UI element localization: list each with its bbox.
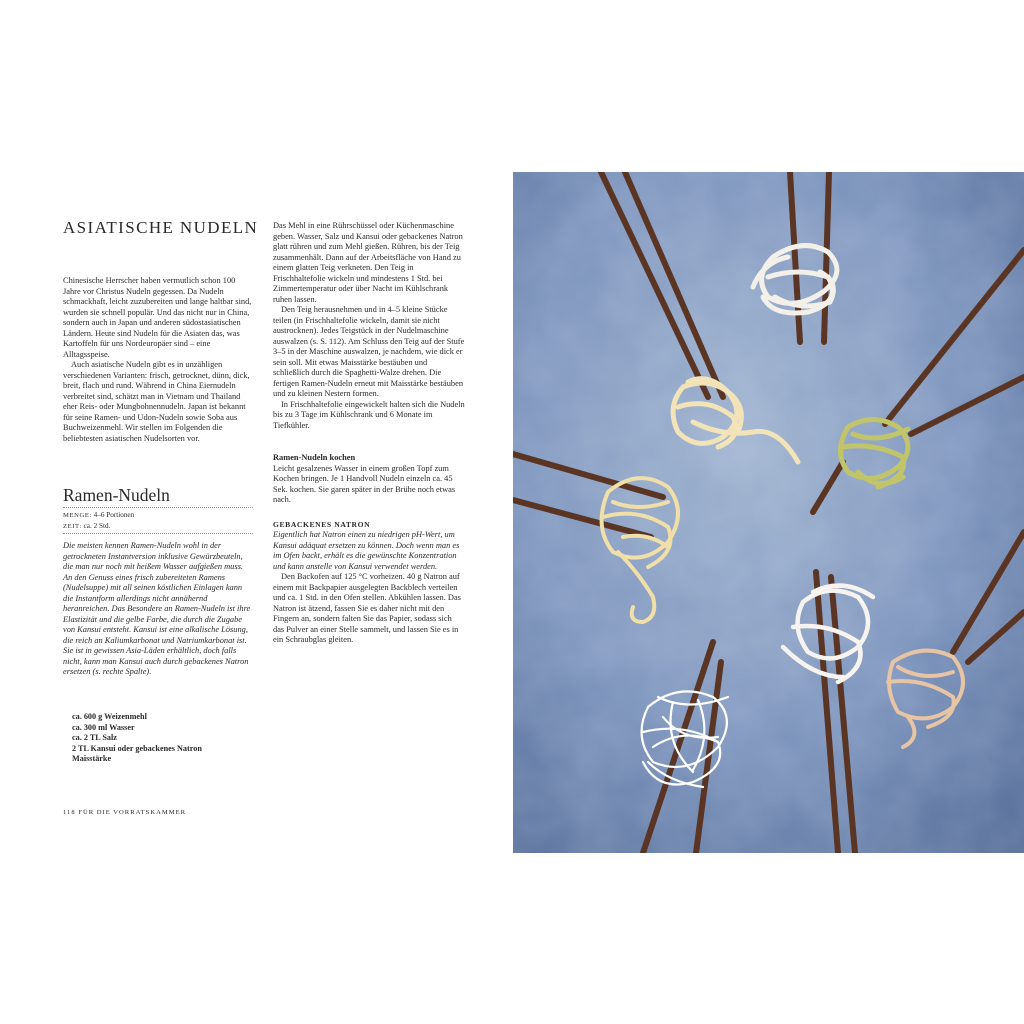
recipe-intro: Die meisten kennen Ramen-Nudeln wohl in der getrockneten Instantversion inklusive Gewürzbeuteln, die man nur noch mit heißem Wasser aufgießen muss. An den Genuss eines frisch zubereiteten Ramens (Nudelsuppe) mit all seinen köstlichen Einlagen kann die Instantform allerdings nicht annähernd heranreichen. Das Besondere an Ramen-Nudeln ist ihre Elastizität und die gelbe Farbe, die durch die Zugabe von Kansui entsteht. Kansui ist eine alkalische Lösung, die reich an Kaliumkarbonat und Natriumkarbonat ist. Sie ist in gewissen Asia-Läden erhältlich, doch falls nicht, kann man Kansui auch durch gebackenes Natron ersetzen (s. rechte Spalte). <box>63 541 251 676</box>
noodle-photo-illustration <box>513 172 1024 853</box>
natron-intro: Eigentlich hat Natron einen zu niedrigen pH-Wert, um Kansui adäquat ersetzen zu können. Doch wenn man es im Ofen backt, erhält es die gewünschte Konzentration und kann anstelle von Kansui verwendet werden. <box>273 530 460 571</box>
step-paragraph-3: In Frischhaltefolie eingewickelt halten sich die Nudeln bis zu 3 Tage im Kühlschrank und 6 Monate im Tiefkühler. <box>273 399 465 430</box>
ingredient-item: Maisstärke <box>72 754 112 764</box>
ingredient-item: ca. 2 TL Salz <box>72 733 117 743</box>
yield-value: 4–6 Portionen <box>93 511 135 519</box>
section-title-text: ASIATISCHE NUDELN <box>63 218 259 237</box>
cooking-text: Leicht gesalzenes Wasser in einem großen Topf zum Kochen bringen. Je 1 Handvoll Nudeln einzeln ca. 45 Sek. kochen. Sie garen später in der Brühe noch etwas nach. <box>273 463 456 504</box>
noodle-photo <box>513 172 1024 853</box>
ingredient-item: ca. 300 ml Wasser <box>72 722 135 732</box>
time-label: ZEIT: <box>63 523 82 530</box>
intro-paragraph-2: Auch asiatische Nudeln gibt es in unzähligen verschiedenen Varianten: frisch, getrocknet, dünn, dick, breit, flach und rund. Während in China Eiernudeln verbreitet sind, schätzt man in Vietnam und Thailand eher Reis- oder Mungbohnennudeln. Japan ist bekannt für seine Ramen- und Udon-Nudeln sowie Soba aus Buchweizenmehl. Wir stellen im Folgenden die beliebtesten asiatischen Nudelsorten vor. <box>63 360 250 443</box>
ingredient-list <box>72 712 252 765</box>
recipe-time <box>63 521 253 532</box>
intro-paragraph-1: Chinesische Herrscher haben vermutlich schon 100 Jahre vor Christus Nudeln gegessen. Da Nudeln schmackhaft, leicht zuzubereiten und lange haltbar sind, wurden sie schnell populär. Und das nicht nur in China, sondern auch in Japan und anderen südostasiatischen Ländern. Heute sind Nudeln für die Asiaten das, was Kartoffeln für uns Nordeuropäer sind – eine Alltagsspeise. <box>63 276 252 359</box>
time-value: ca. 2 Std. <box>83 522 111 530</box>
ingredient-item: 2 TL Kansui oder gebackenes Natron <box>72 743 202 753</box>
cooking-heading: Ramen-Nudeln kochen <box>273 453 356 462</box>
step-paragraph-1: Das Mehl in eine Rührschüssel oder Küchenmaschine geben. Wasser, Salz und Kansui oder gebackenes Natron glatt rühren und zum Mehl gießen. Rühren, bis der Teig zusammenhält. Dann auf der Arbeitsfläche von Hand zu einem glatten Teig verkneten. Den Teig in Frischhaltefolie wickeln und mindestens 1 Std. bei Zimmertemperatur oder über Nacht im Kühlschrank ruhen lassen. <box>273 221 463 304</box>
section-title <box>63 218 258 238</box>
recipe-meta <box>63 507 253 534</box>
page-footer: 118 FÜR DIE VORRATSKAMMER <box>63 809 187 816</box>
method-column <box>273 221 465 646</box>
natron-text: Den Backofen auf 125 °C vorheizen. 40 g Natron auf einem mit Backpapier ausgelegten Backblech verteilen und ca. 1 Std. in den Ofen stellen. Abkühlen lassen. Das Natron ist ätzend, fassen Sie es daher nicht mit den Fingern an, sondern falten Sie das Papier, sodass sich das Pulver an einer Stelle sammelt, und lassen Sie es in ein Schraubglas gleiten. <box>273 572 461 644</box>
photo-texture <box>513 172 1024 853</box>
ingredient-item: ca. 600 g Weizenmehl <box>72 712 147 721</box>
intro-column <box>63 276 253 444</box>
step-paragraph-2: Den Teig herausnehmen und in 4–5 kleine Stücke teilen (in Frischhaltefolie wickeln, damit sie nicht austrocknen). Jedes Teigstück in der Nudelmaschine auswalzen (s. S. 112). Am Schluss den Teig auf der Stufe 3–5 in der Maschine auswalzen, je nachdem, wie dick er sein soll. Mit etwas Maisstärke bestäuben und schließlich durch die Spaghetti-Walze drehen. Die fertigen Ramen-Nudeln erneut mit Maisstärke bestäuben und zu kleinen Nestern formen. <box>273 305 465 398</box>
yield-label: MENGE: <box>63 512 92 519</box>
natron-heading: GEBACKENES NATRON <box>273 519 371 529</box>
recipe-yield <box>63 510 253 521</box>
recipe-title: Ramen-Nudeln <box>63 485 170 505</box>
